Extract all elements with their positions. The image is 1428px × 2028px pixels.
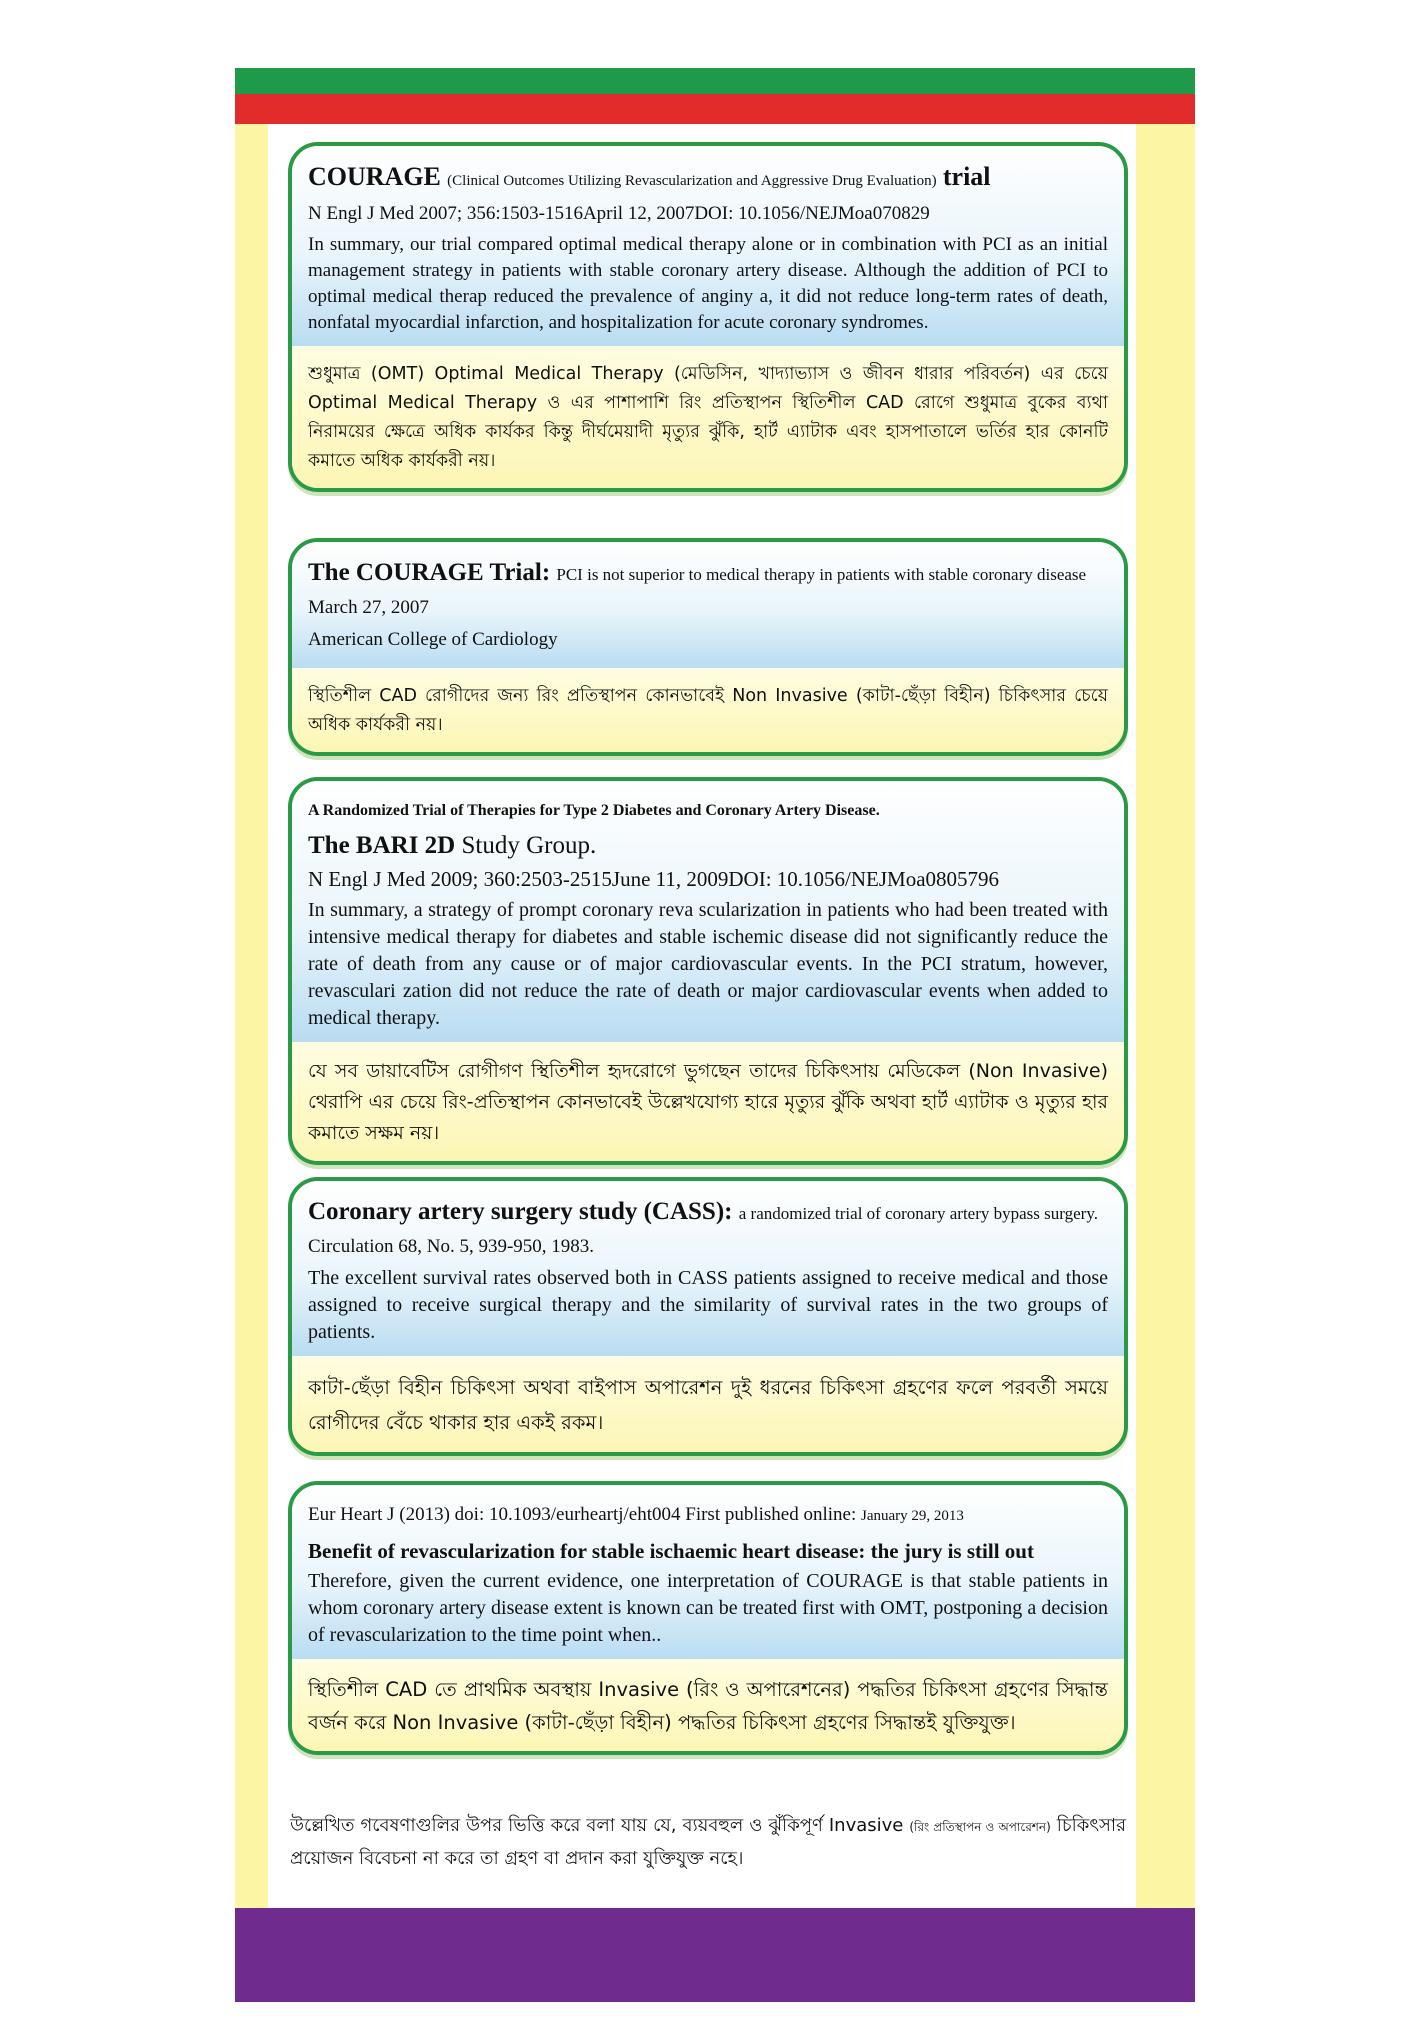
trial-fullname: (Clinical Outcomes Utilizing Revascularization and Aggressive Drug Evaluation) [447,173,937,189]
conclusion-note: (রিং প্রতিস্থাপন ও অপারেশন) [909,1820,1051,1834]
citation-main: Eur Heart J (2013) doi: 10.1093/eurheartj/eht004 First published online: [308,1504,857,1525]
conclusion-part-2: চিকিৎসার প্রয়োজন বিবেচনা না করে তা গ্রহণ বা প্রদান করা যুক্তিযুক্ত নহে। [290,1815,1126,1869]
conclusion-part-1: উল্লেখিত গবেষণাগুলির উপর ভিত্তি করে বলা যায় যে, ব্যয়বহুল ও ঝুঁকিপূর্ণ Invasive [290,1815,904,1836]
study-group-suffix: Study Group. [461,832,597,859]
publication-date: March 27, 2007 [308,597,429,618]
summary-text: Therefore, given the current evidence, one interpretation of COURAGE is that stable patients in whom coronary artery disease extent is known can be treated first with OMT, postponing a decision of revascularization to the time point when.. [308,1570,1108,1646]
summary-text: In summary, our trial compared optimal medical therapy alone or in combination with PCI as an initial management strategy in patients with stable coronary artery disease. Although the addition of PCI to optimal medical therap reduced the prevalence of anginy a, it did not reduce long-term rates of death, nonfatal myocardial infarction, and hospitalization for acute coronary syndromes. [308,234,1108,333]
card-english-section [292,146,1124,346]
trial-headline: a randomized trial of coronary artery bypass surgery. [738,1204,1098,1223]
card-title [308,556,1108,592]
conclusion-text [290,1810,1126,1875]
cass-card [288,1177,1128,1456]
bangla-summary: স্থিতিশীল CAD তে প্রাথমিক অবস্থায় Invasive (রিং ও অপারেশনের) পদ্ধতির চিকিৎসা গ্রহণের সিদ্ধান্ত বর্জন করে Non Invasive (কাটা-ছেঁড়া বিহীন) পদ্ধতির চিকিৎসা গ্রহণের সিদ্ধান্তই যুক্তিযুক্ত। [308,1678,1108,1734]
study-group-name: The BARI 2D [308,832,456,859]
trial-name: The COURAGE Trial: [308,559,551,586]
bangla-summary: যে সব ডায়াবেটিস রোগীগণ স্থিতিশীল হৃদরোগে ভুগছেন তাদের চিকিৎসায় মেডিকেল (Non Invasive) থেরাপি এর চেয়ে রিং-প্রতিস্থাপন কোনভাবেই উল্লেখযোগ্য হারে মৃত্যুর ঝুঁকি অথবা হার্ট এ্যাটাক ও মৃত্যুর হার কমাতে সক্ষম নয়। [308,1060,1108,1144]
card-title: A Randomized Trial of Therapies for Type 2 Diabetes and Coronary Artery Disease. [308,802,880,819]
card-english-section [292,542,1124,668]
courage-acc-card [288,538,1128,756]
citation: N Engl J Med 2007; 356:1503-1516April 12, 2007DOI: 10.1056/NEJMoa070829 [308,203,930,224]
summary-text: The excellent survival rates observed both in CASS patients assigned to receive medical and those assigned to receive surgical therapy and the similarity of survival rates in the two groups of patients. [308,1267,1108,1343]
card-bangla-section [292,1356,1124,1452]
bari-2d-card [288,777,1128,1165]
card-english-section [292,1181,1124,1356]
bangla-summary: স্থিতিশীল CAD রোগীদের জন্য রিং প্রতিস্থাপন কোনভাবেই Non Invasive (কাটা-ছেঁড়া বিহীন) চিকিৎসার চেয়ে অধিক কার্যকরী নয়। [308,686,1108,735]
card-bangla-section [292,1042,1124,1161]
card-english-section [292,1485,1124,1659]
top-red-stripe [235,94,1195,124]
top-green-stripe [235,68,1195,94]
eur-heart-j-card [288,1481,1128,1755]
trial-headline: PCI is not superior to medical therapy in patients with stable coronary disease [556,565,1087,584]
card-title [308,160,1108,198]
card-bangla-section [292,1659,1124,1751]
card-title: Benefit of revascularization for stable ischaemic heart disease: the jury is still out [308,1539,1034,1563]
courage-trial-card [288,142,1128,492]
card-bangla-section [292,668,1124,752]
citation: Circulation 68, No. 5, 939-950, 1983. [308,1236,595,1257]
card-english-section [292,781,1124,1042]
card-title [308,1195,1108,1231]
card-bangla-section [292,346,1124,488]
bottom-purple-band [235,1908,1195,2002]
bangla-summary: শুধুমাত্র (OMT) Optimal Medical Therapy (মেডিসিন, খাদ্যাভ্যাস ও জীবন ধারার পরিবর্তন) এর চেয়ে Optimal Medical Therapy ও এর পাশাপাশি রিং প্রতিস্থাপন স্থিতিশীল CAD রোগে শুধুমাত্র বুকের ব্যথা নিরাময়ের ক্ষেত্রে অধিক কার্যকর কিন্তু দীর্ঘমেয়াদী মৃত্যুর ঝুঁকি, হার্ট এ্যাটাক এবং হাসপাতালে ভর্তির হার কোনটি কমাতে অধিক কার্যকরী নয়। [308,364,1108,471]
bangla-summary: কাটা-ছেঁড়া বিহীন চিকিৎসা অথবা বাইপাস অপারেশন দুই ধরনের চিকিৎসা গ্রহণের ফলে পরবর্তী সময়ে রোগীদের বেঁচে থাকার হার একই রকম। [308,1376,1108,1434]
trial-suffix: trial [942,162,991,191]
trial-name: COURAGE [308,162,441,191]
citation: N Engl J Med 2009; 360:2503-2515June 11, 2009DOI: 10.1056/NEJMoa0805796 [308,867,1000,891]
summary-text: In summary, a strategy of prompt coronary reva scularization in patients who had been treated with intensive medical therapy for diabetes and stable ischemic disease did not significantly reduce the rate of death from any cause or of major cardiovascular events. In the PCI stratum, however, revasculari zation did not reduce the rate of death or major cardiovascular events when added to medical therapy. [308,899,1108,1029]
trial-name: Coronary artery surgery study (CASS): [308,1198,733,1225]
citation [308,1501,1108,1530]
citation-date: January 29, 2013 [861,1508,964,1524]
source: American College of Cardiology [308,629,558,650]
study-group [308,829,1108,863]
